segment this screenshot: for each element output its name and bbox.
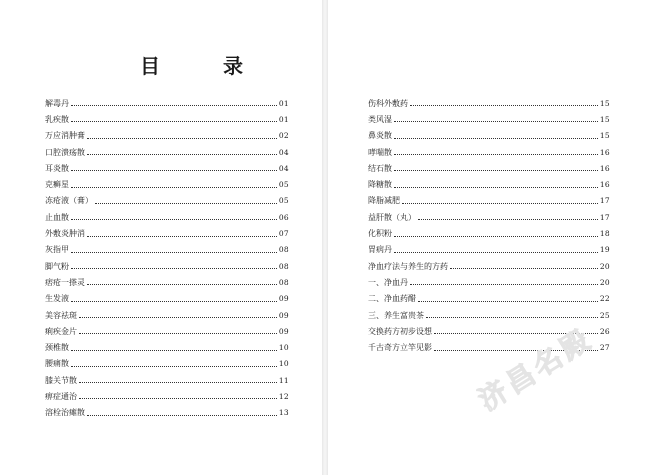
toc-list-left — [45, 95, 289, 421]
toc-entry-page: 06 — [278, 212, 289, 222]
toc-entry-page: 01 — [278, 98, 289, 108]
toc-entry — [45, 111, 289, 127]
dot-leader — [71, 349, 277, 351]
toc-entry-page: 17 — [599, 212, 610, 222]
toc-entry — [45, 307, 289, 323]
toc-entry — [368, 225, 610, 241]
toc-entry — [45, 405, 289, 421]
dot-leader — [71, 365, 277, 367]
toc-entry-title: 千古奇方立竿见影 — [368, 343, 432, 353]
toc-entry-page: 22 — [599, 294, 610, 304]
toc-entry-title: 二、净血药醋 — [368, 294, 416, 304]
toc-entry-title: 乳疾散 — [45, 114, 69, 124]
dot-leader — [71, 218, 277, 220]
toc-entry-page: 09 — [278, 310, 289, 320]
toc-entry-title: 哮喘散 — [368, 147, 392, 157]
toc-entry-title: 外敷炎肿消 — [45, 229, 85, 239]
toc-entry-title: 降脂减肥 — [368, 196, 400, 206]
toc-entry — [45, 339, 289, 355]
toc-entry-page: 08 — [278, 245, 289, 255]
toc-entry-title: 止血散 — [45, 212, 69, 222]
toc-entry — [368, 193, 610, 209]
toc-entry-page: 16 — [599, 163, 610, 173]
toc-entry-title: 耳炎散 — [45, 163, 69, 173]
dot-leader — [402, 202, 598, 204]
toc-entry-title: 口腔溃疡散 — [45, 147, 85, 157]
dot-leader — [79, 381, 277, 383]
toc-entry — [368, 242, 610, 258]
toc-entry — [45, 372, 289, 388]
toc-entry-page: 18 — [599, 229, 610, 239]
toc-entry — [368, 291, 610, 307]
dot-leader — [71, 186, 277, 188]
toc-entry-title: 脚气粉 — [45, 261, 69, 271]
toc-entry-page: 15 — [599, 114, 610, 124]
toc-entry-title: 净血疗法与养生的方药 — [368, 261, 448, 271]
toc-entry-title: 痹症通治 — [45, 391, 77, 401]
toc-entry-title: 解毒丹 — [45, 98, 69, 108]
toc-entry-page: 10 — [278, 343, 289, 353]
toc-entry — [45, 291, 289, 307]
toc-entry-title: 三、养生富贵茶 — [368, 310, 424, 320]
toc-entry-page: 20 — [599, 261, 610, 271]
toc-entry-title: 腰痛散 — [45, 359, 69, 369]
toc-entry-title: 鼻炎散 — [368, 131, 392, 141]
toc-entry-page: 12 — [278, 391, 289, 401]
toc-entry-page: 16 — [599, 180, 610, 190]
toc-entry-title: 克癣星 — [45, 180, 69, 190]
dot-leader — [418, 218, 598, 220]
toc-entry-page: 10 — [278, 359, 289, 369]
dot-leader — [410, 104, 598, 106]
toc-entry-page: 15 — [599, 98, 610, 108]
dot-leader — [394, 186, 598, 188]
toc-entry-page: 04 — [278, 163, 289, 173]
dot-leader — [87, 414, 277, 416]
toc-entry-page: 25 — [599, 310, 610, 320]
dot-leader — [87, 283, 277, 285]
dot-leader — [87, 137, 277, 139]
toc-entry — [45, 242, 289, 258]
toc-entry-title: 类风湿 — [368, 114, 392, 124]
toc-entry-title: 胃病丹 — [368, 245, 392, 255]
dot-leader — [394, 153, 598, 155]
toc-entry — [368, 160, 610, 176]
dot-leader — [79, 397, 277, 399]
toc-entry-page: 16 — [599, 147, 610, 157]
toc-entry-page: 05 — [278, 180, 289, 190]
toc-entry-page: 11 — [278, 375, 289, 385]
toc-entry — [45, 144, 289, 160]
toc-entry-title: 伤科外敷药 — [368, 98, 408, 108]
toc-entry-page: 09 — [278, 294, 289, 304]
dot-leader — [79, 332, 277, 334]
toc-entry-title: 一、净血丹 — [368, 277, 408, 287]
toc-entry — [45, 356, 289, 372]
toc-entry-title: 生发液 — [45, 294, 69, 304]
toc-entry-title: 益肝散（丸） — [368, 212, 416, 222]
toc-entry-title: 美容祛斑 — [45, 310, 77, 320]
toc-entry-title: 冻疮液（膏） — [45, 196, 93, 206]
toc-entry-page: 13 — [278, 408, 289, 418]
toc-entry — [368, 128, 610, 144]
toc-entry — [45, 95, 289, 111]
toc-entry — [45, 193, 289, 209]
dot-leader — [71, 169, 277, 171]
dot-leader — [410, 283, 598, 285]
toc-entry-page: 19 — [599, 245, 610, 255]
toc-entry-page: 17 — [599, 196, 610, 206]
dot-leader — [95, 202, 277, 204]
toc-entry — [368, 144, 610, 160]
toc-entry-page: 01 — [278, 114, 289, 124]
toc-entry-page: 09 — [278, 326, 289, 336]
toc-entry-title: 交换药方初步设想 — [368, 326, 432, 336]
toc-entry — [368, 95, 610, 111]
toc-entry-page: 04 — [278, 147, 289, 157]
toc-entry-page: 02 — [278, 131, 289, 141]
toc-list-right — [368, 95, 610, 356]
watermark: 济昌名殿 — [472, 321, 599, 418]
dot-leader — [87, 235, 277, 237]
toc-entry-title: 化积粉 — [368, 229, 392, 239]
dot-leader — [418, 300, 598, 302]
dot-leader — [71, 251, 277, 253]
toc-entry-title: 降糖散 — [368, 180, 392, 190]
toc-entry-title: 溶栓治瘫散 — [45, 408, 85, 418]
dot-leader — [394, 251, 598, 253]
toc-entry-title: 膝关节散 — [45, 375, 77, 385]
toc-entry-page: 05 — [278, 196, 289, 206]
toc-entry-title: 万应消肿膏 — [45, 131, 85, 141]
toc-entry-title: 灰指甲 — [45, 245, 69, 255]
dot-leader — [87, 153, 277, 155]
dot-leader — [394, 169, 598, 171]
toc-entry-page: 26 — [599, 326, 610, 336]
toc-left-page — [0, 0, 322, 475]
dot-leader — [71, 104, 277, 106]
toc-entry-page: 07 — [278, 229, 289, 239]
dot-leader — [426, 316, 598, 318]
toc-entry — [368, 209, 610, 225]
toc-entry — [368, 258, 610, 274]
toc-entry-page: 27 — [599, 343, 610, 353]
toc-entry-page: 15 — [599, 131, 610, 141]
toc-entry — [45, 209, 289, 225]
toc-entry-title: 痞疮一搽灵 — [45, 277, 85, 287]
toc-entry — [45, 388, 289, 404]
toc-entry-title: 结石散 — [368, 163, 392, 173]
dot-leader — [394, 137, 598, 139]
page-title: 目 录 — [140, 54, 271, 78]
dot-leader — [450, 267, 598, 269]
dot-leader — [71, 300, 277, 302]
toc-entry-page: 20 — [599, 277, 610, 287]
toc-entry — [45, 225, 289, 241]
toc-entry — [45, 176, 289, 192]
toc-entry — [45, 274, 289, 290]
toc-entry — [368, 111, 610, 127]
toc-entry — [368, 176, 610, 192]
toc-entry — [45, 258, 289, 274]
toc-entry-page: 08 — [278, 277, 289, 287]
toc-entry — [368, 274, 610, 290]
toc-entry — [45, 160, 289, 176]
toc-entry-title: 痢疾金片 — [45, 326, 77, 336]
toc-entry — [45, 323, 289, 339]
toc-entry-title: 颈椎散 — [45, 343, 69, 353]
dot-leader — [71, 267, 277, 269]
toc-entry-page: 08 — [278, 261, 289, 271]
toc-entry — [45, 128, 289, 144]
dot-leader — [394, 235, 598, 237]
dot-leader — [394, 120, 598, 122]
dot-leader — [71, 120, 277, 122]
dot-leader — [79, 316, 277, 318]
